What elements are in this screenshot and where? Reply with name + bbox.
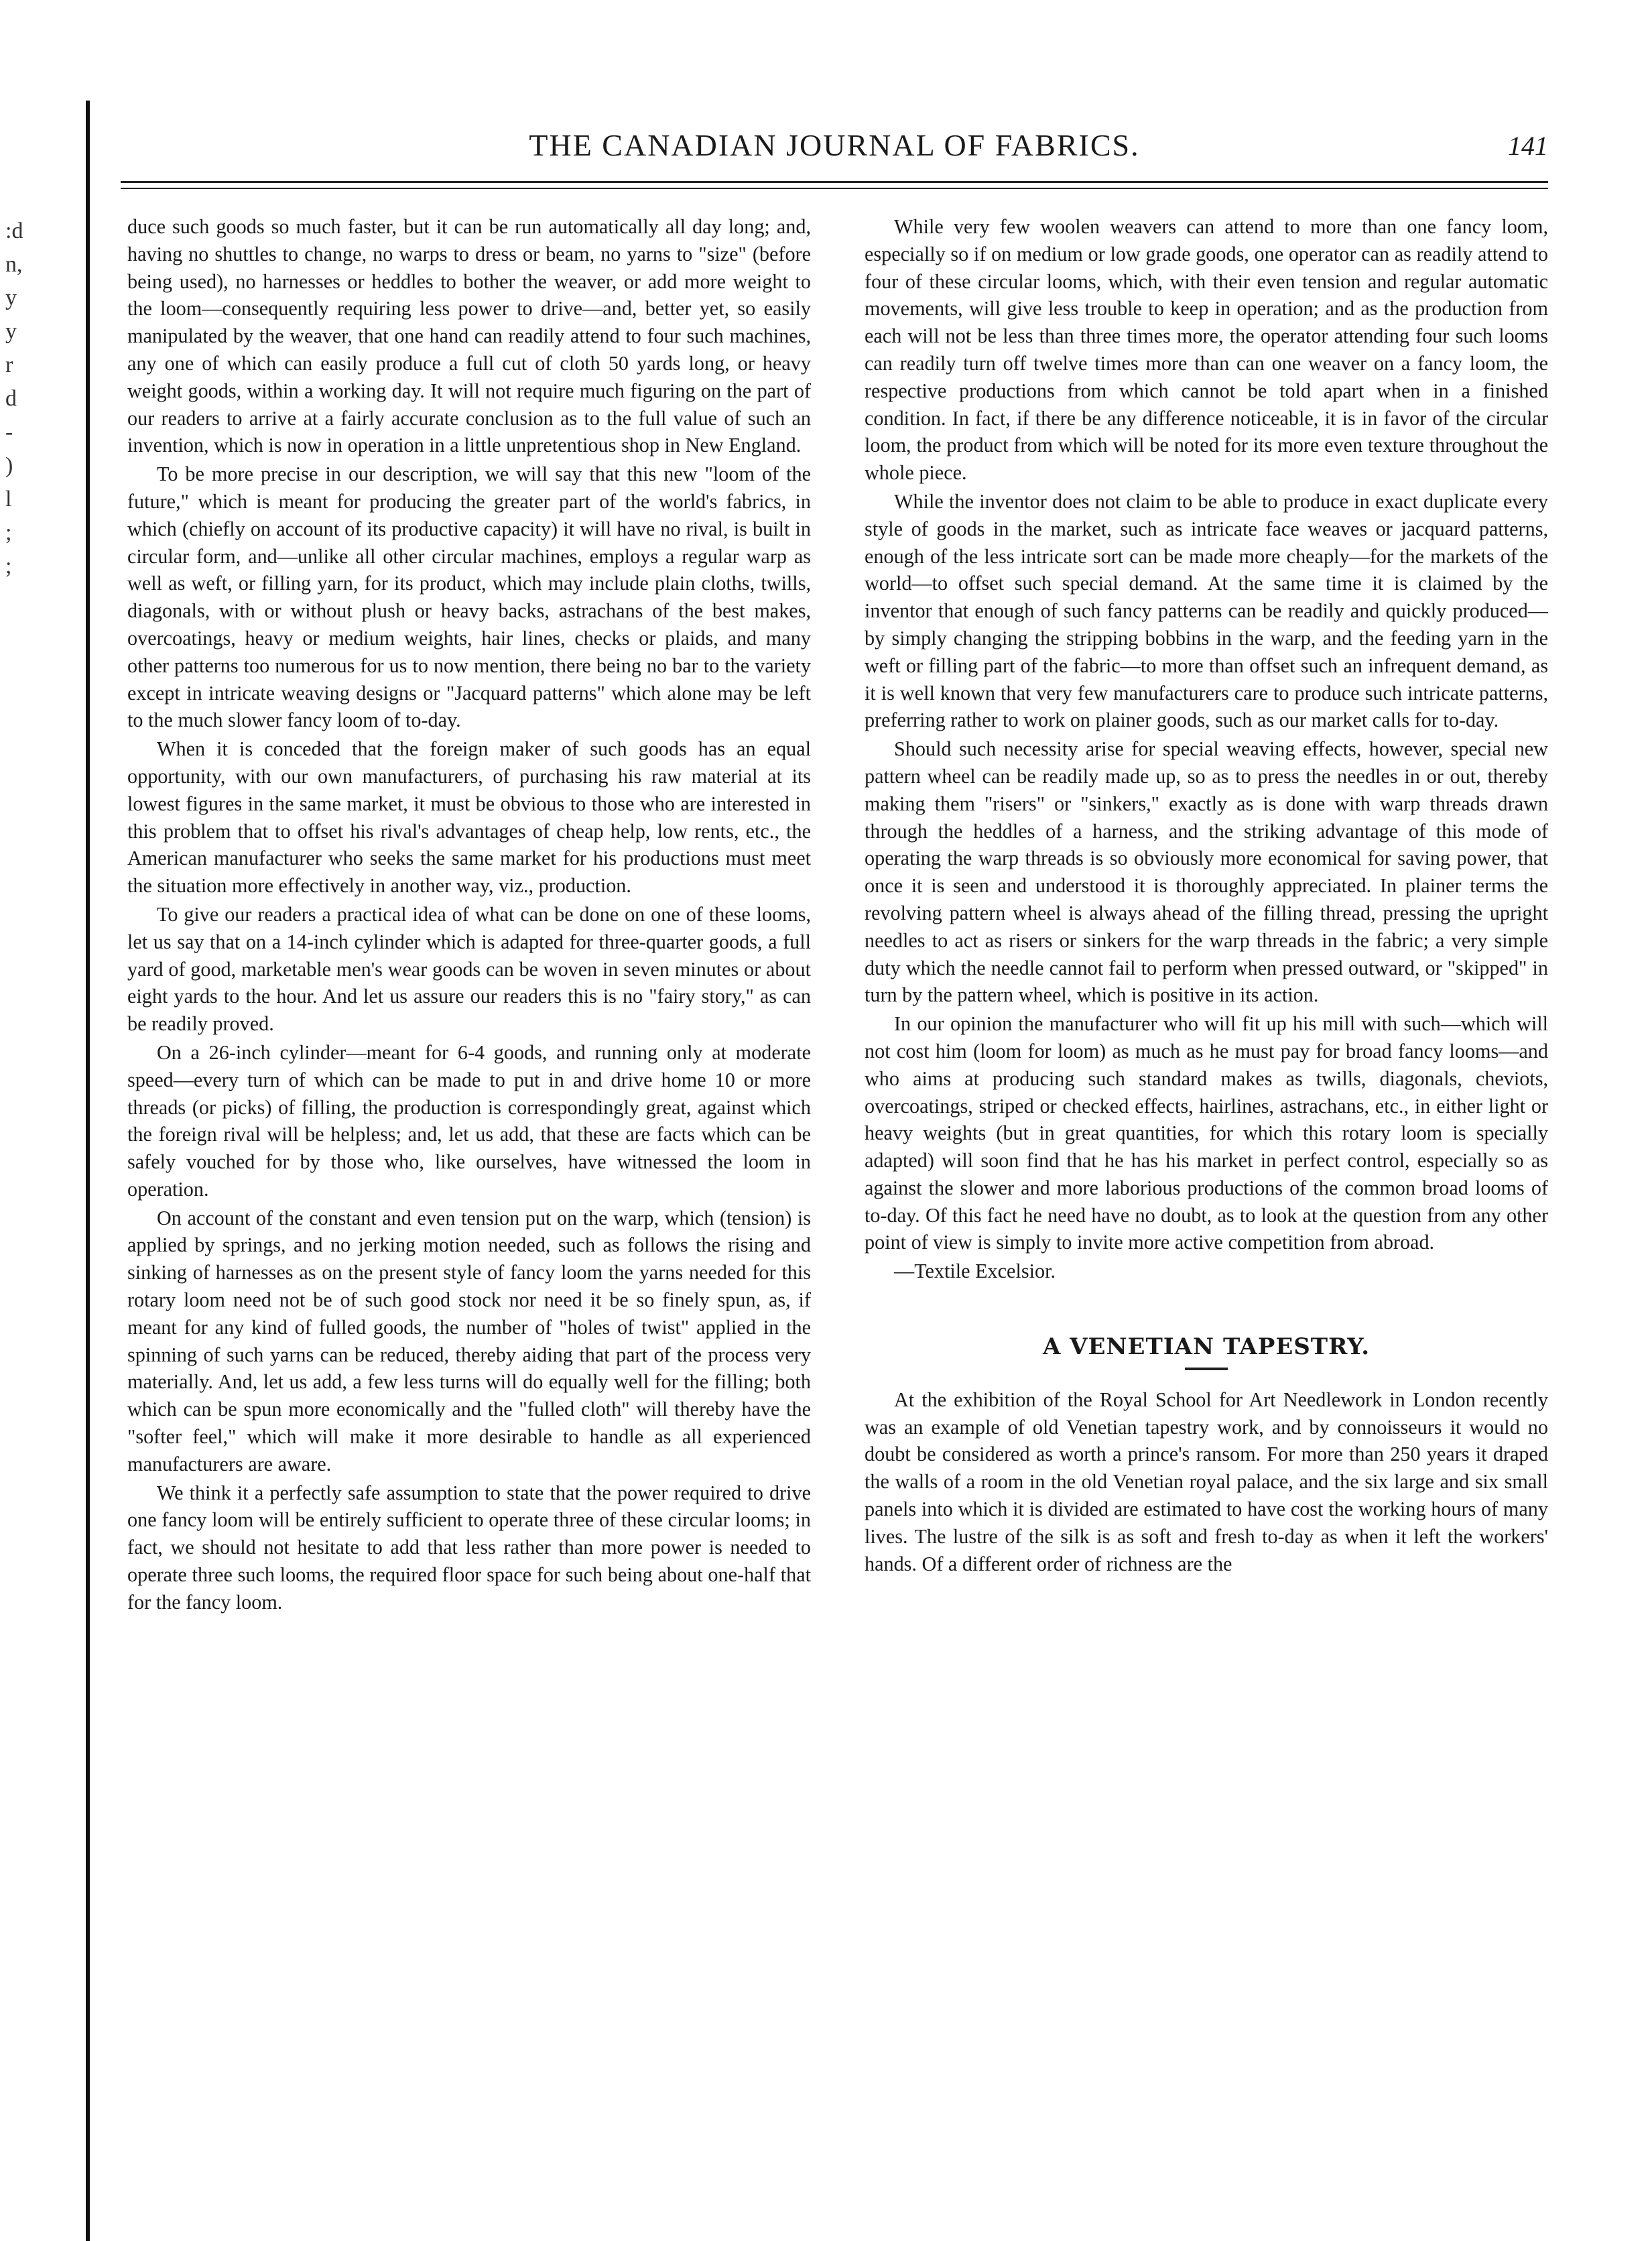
binding-edge [86, 101, 90, 2241]
margin-fragment: :d [5, 219, 23, 243]
paragraph: In our opinion the manufacturer who will fit up his mill with such—which will not cost him (loom for loom) as much as he must pay for broad fancy looms—and who aims at producing such standard makes as twills, diagonals, cheviots, overcoatings, striped or checked effects, hairlines, astrachans, etc., in either light or heavy weights (but in great quantities, for which this rotary loom is specially adapted) will soon find that he has his market in perfect control, especially so as against the slower and more laborious productions of the common broad looms of to-day. Of this fact he need have no doubt, as to look at the question from any other point of view is simply to invite more active competition from abroad. [865, 1012, 1548, 1254]
paragraph: To be more precise in our description, we will say that this new "loom of the future," which is meant for producing the greater part of the world's fabrics, in which (chiefly on account of its productive capacity) it will have no rival, is built in circular form, and—unlike all other circular machines, employs a regular warp as well as weft, or filling yarn, for its product, which may include plain cloths, twills, diagonals, with or without plush or heavy backs, astrachans of the best makes, overcoatings, heavy or medium weights, hair lines, checks or plaids, and many other patterns too numerous for us to now mention, there being no bar to the variety except in intricate weaving designs or "Jacquard patterns" which alone may be left to the much slower fancy loom of to-day. [127, 463, 811, 732]
margin-fragment: - [5, 420, 13, 444]
left-column [127, 213, 811, 1616]
margin-fragment: l [5, 487, 12, 511]
margin-fragment: r [5, 353, 13, 377]
page-number: 141 [1508, 131, 1548, 161]
margin-fragment: d [5, 386, 17, 411]
margin-fragment: y [5, 286, 17, 310]
margin-fragment: n, [5, 252, 23, 277]
heading-rule [1185, 1368, 1228, 1370]
page-header [121, 127, 1548, 168]
paragraph: duce such goods so much faster, but it can be run automatically all day long; and, having no shuttles to change, no warps to dress or beam, no yarns to "size" (before being used), no harnesses or heddles to bother the weaver, or add more weight to the loom—consequently requiring less power to drive—and, better yet, so easily manipulated by the weaver, that one hand can readily attend to four such machines, any one of which can easily produce a full cut of cloth 50 yards long, or heavy weight goods, within a working day. It will not require much figuring on the part of our readers to arrive at a fairly accurate conclusion as to the full value of such an invention, which is now in operation in a little unpretentious shop in New England. [127, 215, 811, 457]
running-title: THE CANADIAN JOURNAL OF FABRICS. [529, 128, 1140, 162]
source-credit: —Textile Excelsior. [894, 1260, 1056, 1283]
paragraph: On a 26-inch cylinder—meant for 6-4 goods, and running only at moderate speed—every turn of which can be made to put in and drive home 10 or more threads (or picks) of filling, the production is correspondingly great, against which the foreign rival will be helpless; and, let us add, that these are facts which can be safely vouched for by those who, like ourselves, have witnessed the loom in operation. [127, 1040, 811, 1201]
margin-fragment: ; [5, 554, 12, 579]
margin-fragment: ; [5, 520, 12, 545]
header-rule [121, 181, 1548, 183]
paragraph: We think it a perfectly safe assumption to state that the power required to drive one fancy loom will be entirely sufficient to operate three of these circular looms; in fact, we should not hesitate to add that less rather than more power is needed to operate three such looms, the required floor space for such being about one-half that for the fancy loom. [127, 1481, 811, 1614]
paragraph: Should such necessity arise for special weaving effects, however, special new pattern wheel can be readily made up, so as to press the needles in or out, thereby making them "risers" or "sinkers," exactly as is done with warp threads drawn through the heddles of a harness, and the striking advantage of this mode of operating the warp threads is so obviously more economical for saving power, that once it is seen and understood it is thoroughly appreciated. In plainer terms the revolving pattern wheel is always ahead of the filling thread, pressing the upright needles to act as risers or sinkers for the warp threads in the fabric; a very simple duty which the needle cannot fail to perform when pressed outward, or "skipped" in turn by the pattern wheel, which is positive in its action. [865, 737, 1548, 1007]
margin-fragment: ) [5, 453, 13, 478]
paragraph: While very few woolen weavers can attend to more than one fancy loom, especially so if on medium or low grade goods, one operator can as readily attend to four of these circular looms, which, with their even tension and regular automatic movements, will give less trouble to keep in operation; and as the production from each will not be less than three times more, the operator attending four such looms can readily turn off twelve times more than can one weaver on a fancy loom, the respective productions from which cannot be told apart when in a finished condition. In fact, if there be any difference noticeable, it is in favor of the circular loom, the product from which will be noted for its more even texture throughout the whole piece. [865, 215, 1548, 485]
paragraph: At the exhibition of the Royal School for Art Needlework in London recently was an example of old Venetian tapestry work, and by connoisseurs it would no doubt be considered as worth a prince's ransom. For more than 250 years it draped the walls of a room in the old Venetian royal palace, and the six large and six small panels into which it is divided are estimated to have cost the working hours of many lives. The lustre of the silk is as soft and fresh to-day as when it left the workers' hands. Of a different order of richness are the [865, 1388, 1548, 1575]
header-rule-thin [121, 188, 1548, 189]
section-heading: A VENETIAN TAPESTRY. [1042, 1333, 1371, 1361]
paragraph: While the inventor does not claim to be able to produce in exact duplicate every style of goods in the market, such as intricate face weaves or jacquard patterns, enough of the less intricate sort can be made more cheaply—for the markets of the world—to offset such special demand. At the same time it is claimed by the inventor that enough of such fancy patterns can be readily and quickly produced—by simply changing the stripping bobbins in the warp, and the feeding yarn in the weft or filling part of the fabric—to more than offset such an infrequent demand, as it is well known that very few manufacturers care to produce such intricate patterns, preferring rather to work on plainer goods, such as our market calls for to-day. [865, 489, 1548, 732]
paragraph: On account of the constant and even tension put on the warp, which (tension) is applied by springs, and no jerking motion needed, such as follows the rising and sinking of harnesses as on the present style of fancy loom the yarns needed for this rotary loom need not be of such good stock nor need it be so finely spun, as, if meant for any kind of fulled goods, the number of "holes of twist" applied in the spinning of such yarns can be reduced, thereby aiding that part of the process very materially. And, let us add, a few less turns will do equally well for the filling; both which can be spun more economically and the "fulled cloth" will thereby have the "softer feel," which will make it more desirable to handle as all experienced manufacturers are aware. [127, 1206, 811, 1475]
margin-fragments [5, 215, 66, 583]
paragraph: To give our readers a practical idea of what can be done on one of these looms, let us say that on a 14-inch cylinder which is adapted for three-quarter goods, a full yard of good, marketable men's wear goods can be woven in seven minutes or about eight yards to the hour. And let us assure our readers this is no "fairy story," as can be readily proved. [127, 902, 811, 1036]
margin-fragment: y [5, 319, 17, 344]
right-column [865, 213, 1548, 1577]
paragraph: When it is conceded that the foreign maker of such goods has an equal opportunity, with our own manufacturers, of purchasing his raw material at its lowest figures in the same market, it must be obvious to those who are interested in this problem that to offset his rival's advantages of cheap help, low rents, etc., the American manufacturer who seeks the same market for his productions must meet the situation more effectively in another way, viz., production. [127, 737, 811, 898]
